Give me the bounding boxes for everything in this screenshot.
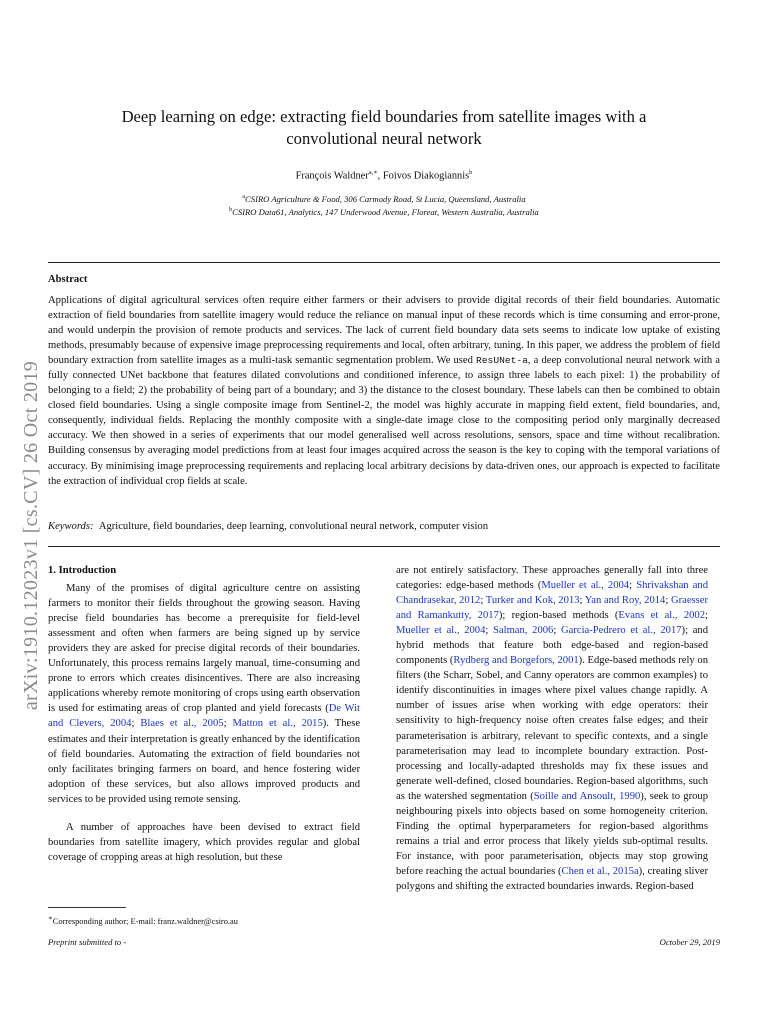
keywords-label: Keywords:: [48, 521, 94, 532]
author-separator: ,: [377, 170, 383, 182]
affiliation-a-mark: a: [242, 194, 246, 201]
abstract-text-part-2: , a deep convolutional neural network with a fully connected UNet backbone that features dilated convolutions and conditioned inference, to assign three labels to each pixel: 1) the probability of belonging to a field; 2) the probability of being part of a boundary; and 3) the distance to the closest boundary. These labels can then be combined to obtain closed field boundaries. Using a single composite image from Sentinel-2, the model was highly accurate in mapping field extent, field boundaries, and, consequently, individual fields. Replacing the monthly composite with a single-date image close to the compositing period only marginally decreased accuracy. We then showed in a series of experiments that our model generalised well across resolutions, sensors, space and time without recalibration. Building consensus by averaging model predictions from at least four images acquired across the season is the key to coping with the temporal variations of accuracy. By minimising image preprocessing requirements and replacing local arbitrary decisions by data-driven ones, our approach is expected to facilitate the extraction of individual crop fields at scale.: [48, 355, 720, 487]
citation-separator: ;: [665, 595, 671, 607]
paper-title: [60, 106, 708, 150]
citation-separator: ;: [629, 580, 637, 592]
footnote-text: Corresponding author; E-mail: franz.waldner@csiro.au: [52, 916, 238, 926]
author-1: François Waldner: [295, 170, 369, 182]
intro-paragraph-2: A number of approaches have been devised to extract field boundaries from satellite imagery, which provides regular and global coverage of cropping areas at high resolution, but these: [48, 821, 360, 863]
right-column: [396, 563, 708, 894]
body-text: ), creating sliver polygons and shifting the extracted boundaries inwards. Region-based: [396, 865, 708, 892]
citation-separator: ;: [705, 610, 708, 622]
citation-link[interactable]: Soille and Ansoult, 1990: [533, 790, 641, 802]
citation-link[interactable]: Matton et al., 2015: [232, 718, 323, 730]
citation-link[interactable]: Evans et al., 2002: [618, 610, 706, 622]
citation-separator: ;: [579, 595, 585, 607]
abstract-body: [48, 293, 720, 489]
model-name: ResUNet-a: [476, 355, 528, 367]
submission-date: October 29, 2019: [659, 937, 720, 947]
footnote: [48, 914, 238, 926]
abstract-text-part-1: Applications of digital agricultural services often require either farmers or their advisers to provide digital records of their field boundaries. Automatic extraction of field boundaries from satellite imagery would reduce the reliance on manual input of these records which is time consuming and error-prone, and would underpin the provision of remote products and services. The lack of current field boundary data sets seems to indicate low uptake of existing methods, presumably because of expensive image preprocessing requirements and local, often arbitrary, tuning. In this paper, we address the problem of field boundary extraction from satellite images as a multi-task semantic segmentation problem. We used: [48, 295, 720, 367]
body-text: ); and hybrid methods that feature both edge-based and region-based components (: [396, 625, 709, 667]
abstract-heading: Abstract: [48, 274, 88, 285]
citation-link[interactable]: Rydberg and Borgefors, 2001: [453, 655, 579, 667]
intro-p1-text-b: ). These estimates and their interpretation is greatly enhanced by the identification of field boundaries. Automating the extraction of field boundaries not only facilitates bringing farmers on board, and hence fostering wider adoption of these services, but also allows improved products and services to be provided using remote sensing.: [48, 718, 361, 805]
author-list: [0, 168, 768, 181]
affiliation-a: [0, 194, 768, 204]
preprint-note: Preprint submitted to -: [48, 937, 127, 947]
citation-separator: ;: [131, 718, 141, 730]
intro-paragraph-1: [48, 581, 360, 807]
citation-link[interactable]: Salman, 2006: [493, 625, 554, 637]
affiliation-a-text: CSIRO Agriculture & Food, 306 Carmody Road, St Lucia, Queensland, Australia: [245, 194, 526, 204]
author-1-affiliation-mark: a,∗: [368, 169, 378, 176]
affiliation-b-mark: b: [229, 207, 233, 214]
citation-link[interactable]: Mueller et al., 2004: [396, 625, 486, 637]
citation-link[interactable]: Chen et al., 2015a: [561, 865, 639, 877]
citation-separator: ;: [480, 595, 486, 607]
intro-p1-text-a: Many of the promises of digital agriculture centre on assisting farmers to monitor their fields throughout the growing season. Having precise field boundaries has become a prerequisite for field-level assessment and often when farmers are being signed up by service providers they are asked for precise digital records of their boundaries. Unfortunately, this process remains largely manual, time-consuming and prone to errors which creates disincentives. There are also increasing applications whereby remote monitoring of crops using earth observation is used for estimating areas of crop planted and yield forecasts (: [48, 583, 360, 715]
body-text: ), seek to group neighbouring pixels into objects based on some homogeneity criterion. Finding the optimal hyperparameters for region-based algorithms remains a trial and error process that likely yields sub-optimal results. For instance, with poor parameterisation, objects may stop growing before reaching the actual boundaries (: [396, 790, 708, 877]
citation-separator: ;: [553, 625, 561, 637]
footnote-rule: [48, 907, 126, 908]
citation-link[interactable]: Yan and Roy, 2014: [584, 595, 666, 607]
affiliation-b: [0, 207, 768, 217]
arxiv-stamp-text: arXiv:1910.12023v1 [cs.CV] 26 Oct 2019: [20, 360, 43, 710]
citation-link[interactable]: Mueller et al., 2004: [541, 580, 630, 592]
abstract-bottom-rule: [48, 546, 720, 547]
citation-link[interactable]: Graesser and Ramankutty, 2017: [396, 595, 708, 622]
left-column: [48, 563, 360, 865]
section-heading-introduction: 1. Introduction: [48, 565, 117, 576]
body-text: ); region-based methods (: [498, 610, 619, 622]
footnote-mark: ∗: [48, 914, 53, 922]
citation-link[interactable]: Blaes et al., 2005: [140, 718, 224, 730]
author-2: Foivos Diakogiannis: [382, 170, 470, 182]
keywords-text: Agriculture, field boundaries, deep learning, convolutional neural network, computer vision: [98, 521, 489, 532]
affiliation-b-text: CSIRO Data61, Analytics, 147 Underwood Avenue, Floreat, Western Australia, Australia: [232, 207, 539, 217]
citation-link[interactable]: De Wit and Clevers, 2004: [48, 703, 360, 730]
body-text: are not entirely satisfactory. These approaches generally fall into three categories: edge-based methods (: [396, 565, 708, 592]
citation-link[interactable]: Turker and Kok, 2013: [485, 595, 580, 607]
citation-link[interactable]: Garcia-Pedrero et al., 2017: [560, 625, 682, 637]
author-2-affiliation-mark: b: [469, 169, 473, 176]
abstract-top-rule: [48, 262, 720, 263]
body-text: ). Edge-based methods rely on filters (the Scharr, Sobel, and Canny operators are common examples) to identify discontinuities in images where pixel values change rapidly. A number of issues arise when working with edge operators: their sensitivity to high-frequency noise often creates false edges; and their parameterisation is arbitrary, relevant to specific contexts, and a single parameterisation may lead to incomplete boundary extraction. Post-processing and locally-adapted thresholds may fix these issues and generate well-defined, closed boundaries. Region-based algorithms, such as the watershed segmentation (: [396, 655, 708, 802]
citation-separator: ;: [485, 625, 494, 637]
arxiv-stamp: [17, 320, 47, 750]
title-line-2: convolutional neural network: [286, 129, 482, 148]
title-line-1: Deep learning on edge: extracting field boundaries from satellite images with a: [121, 107, 647, 126]
keywords: [48, 521, 720, 532]
citation-separator: ;: [223, 718, 233, 730]
citation-link[interactable]: Shrivakshan and Chandrasekar, 2012: [396, 580, 709, 607]
right-column-paragraph: [396, 563, 708, 894]
